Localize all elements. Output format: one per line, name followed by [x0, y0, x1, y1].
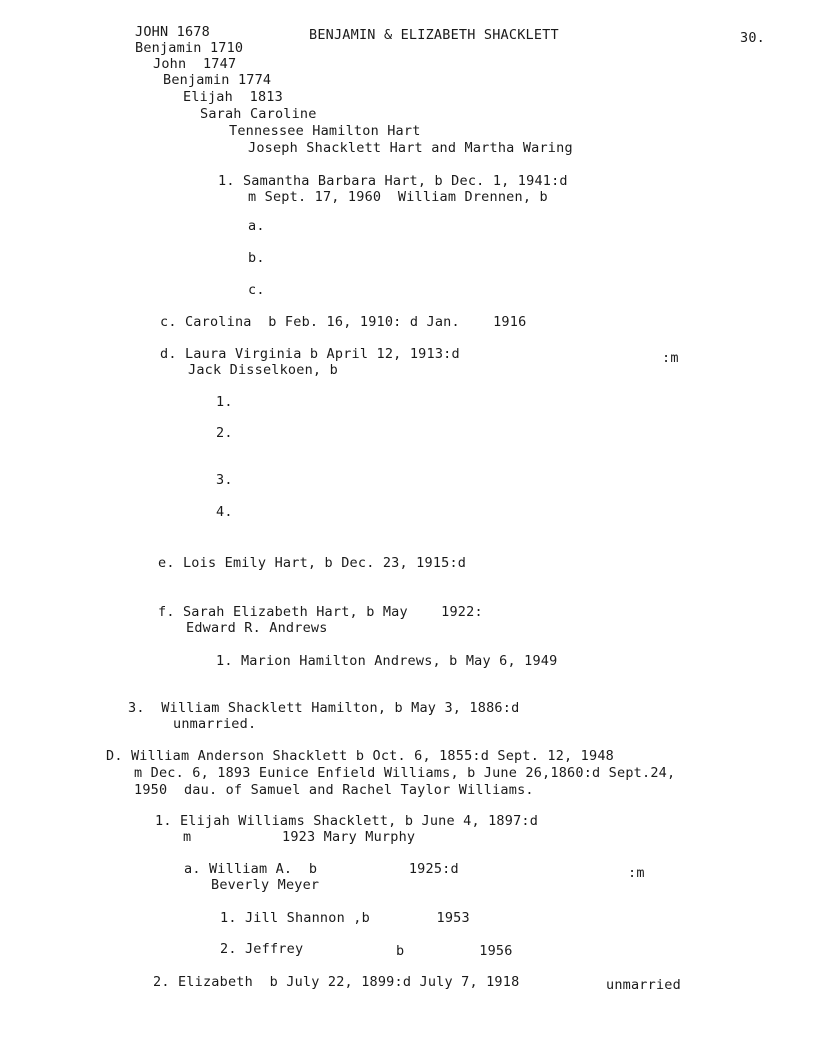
entry-william-anderson-line-3: 1950 dau. of Samuel and Rachel Taylor Williams.: [134, 782, 534, 798]
entry-jill: 1. Jill Shannon ,b 1953: [220, 910, 470, 926]
entry-elizabeth: 2. Elizabeth b July 22, 1899:d July 7, 1918: [153, 974, 520, 990]
entry-laura-line-1: d. Laura Virginia b April 12, 1913:d: [160, 346, 460, 362]
entry-william-anderson-line-1: D. William Anderson Shacklett b Oct. 6, 1855:d Sept. 12, 1948: [106, 748, 614, 764]
entry-laura-child-2: 2.: [216, 425, 233, 441]
entry-laura-child-4: 4.: [216, 504, 233, 520]
entry-samantha-child-b: b.: [248, 250, 265, 266]
entry-lois: e. Lois Emily Hart, b Dec. 23, 1915:d: [158, 555, 467, 571]
entry-william-jr-line-1: a. William A. b 1925:d: [184, 861, 459, 877]
page-number: 30.: [740, 30, 765, 46]
entry-samantha-line-2: m Sept. 17, 1960 William Drennen, b: [248, 189, 548, 205]
entry-laura-line-2: Jack Disselkoen, b: [188, 362, 338, 378]
lineage-line-1: JOHN 1678: [135, 24, 210, 40]
entry-elizabeth-unmarried: unmarried: [606, 977, 681, 993]
lineage-line-4: Benjamin 1774: [163, 72, 272, 88]
entry-jeffrey-label: 2. Jeffrey: [220, 941, 304, 957]
lineage-line-5: Elijah 1813: [183, 89, 283, 105]
entry-william-jr-line-2: Beverly Meyer: [211, 877, 320, 893]
entry-william-jr-married-mark: :m: [628, 865, 645, 881]
entry-laura-married-mark: :m: [662, 350, 679, 366]
entry-samantha-child-a: a.: [248, 218, 265, 234]
entry-marion: 1. Marion Hamilton Andrews, b May 6, 1949: [216, 653, 558, 669]
lineage-line-8: Joseph Shacklett Hart and Martha Waring: [248, 140, 573, 156]
entry-samantha-line-1: 1. Samantha Barbara Hart, b Dec. 1, 1941:d: [218, 173, 568, 189]
entry-jeffrey-birth: b 1956: [396, 943, 513, 959]
entry-william-hamilton-line-1: 3. William Shacklett Hamilton, b May 3, 1886:d: [128, 700, 520, 716]
entry-laura-child-3: 3.: [216, 472, 233, 488]
lineage-line-7: Tennessee Hamilton Hart: [229, 123, 421, 139]
entry-carolina: c. Carolina b Feb. 16, 1910: d Jan. 1916: [160, 314, 527, 330]
entry-elijah-line-1: 1. Elijah Williams Shacklett, b June 4, 1897:d: [155, 813, 539, 829]
entry-william-hamilton-line-2: unmarried.: [173, 716, 257, 732]
page-title: BENJAMIN & ELIZABETH SHACKLETT: [309, 27, 559, 43]
lineage-line-6: Sarah Caroline: [200, 106, 317, 122]
entry-laura-child-1: 1.: [216, 394, 233, 410]
entry-samantha-child-c: c.: [248, 282, 265, 298]
entry-elijah-line-2: 1923 Mary Murphy: [282, 829, 416, 845]
lineage-line-3: John 1747: [153, 56, 237, 72]
lineage-line-2: Benjamin 1710: [135, 40, 244, 56]
entry-elijah-married-mark: m: [183, 829, 192, 845]
entry-sarah-line-1: f. Sarah Elizabeth Hart, b May 1922:: [158, 604, 483, 620]
entry-william-anderson-line-2: m Dec. 6, 1893 Eunice Enfield Williams, b June 26,1860:d Sept.24,: [134, 765, 676, 781]
entry-sarah-line-2: Edward R. Andrews: [186, 620, 328, 636]
